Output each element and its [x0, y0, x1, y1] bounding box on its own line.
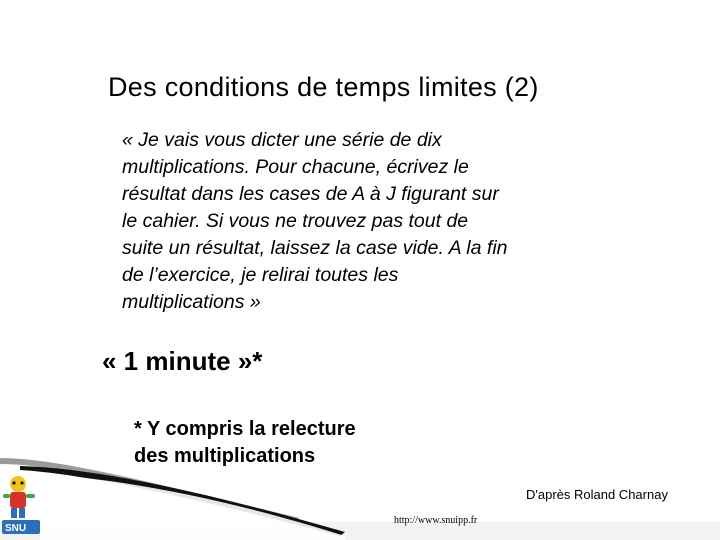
- quote-line: multiplications. Pour chacune, écrivez le: [122, 156, 469, 178]
- slide-title: Des conditions de temps limites (2): [108, 72, 539, 102]
- quote-line: suite un résultat, laissez la case vide. A la fin: [122, 237, 508, 259]
- footnote-line: des multiplications: [134, 445, 316, 467]
- time-limit-label: « 1 minute »*: [102, 346, 263, 376]
- website-link[interactable]: http://www.snuipp.fr: [394, 515, 478, 526]
- footnote: [134, 416, 356, 470]
- source-credit: D'après Roland Charnay: [526, 487, 668, 502]
- footnote-line: * Y compris la relecture: [134, 418, 356, 440]
- logo-text: SNU: [5, 523, 27, 534]
- dictation-quote: [122, 127, 612, 316]
- quote-line: le cahier. Si vous ne trouvez pas tout de: [122, 210, 469, 232]
- quote-line: résultat dans les cases de A à J figurant sur: [122, 183, 499, 205]
- quote-line: de l’exercice, je relirai toutes les: [122, 264, 399, 286]
- quote-line: « Je vais vous dicter une série de dix: [122, 129, 442, 151]
- quote-line: multiplications »: [122, 291, 261, 313]
- snuipp-mascot-logo: [0, 470, 42, 540]
